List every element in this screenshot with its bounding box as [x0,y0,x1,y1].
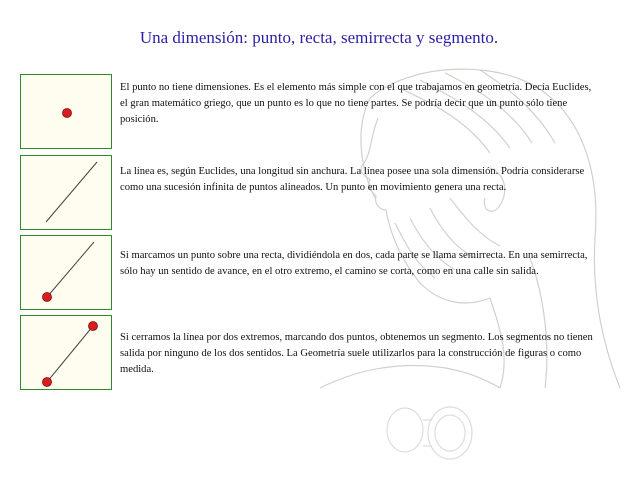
ray-description: Si marcamos un punto sobre una recta, dividiéndola en dos, cada parte se llama semirrecta. En una semirrecta, sólo hay un sentido de avance, en el otro extremo, el camino se corta, como en una calle sin salida. [120,250,588,277]
point-diagram [21,75,111,148]
segment-diagram [21,316,111,389]
figure-panel-line [20,155,112,230]
segment-endpoint-upper [89,322,98,331]
ray-diagram [21,236,111,309]
figure-panel-ray [20,235,112,310]
line-stroke [46,162,97,222]
point-marker [63,109,72,118]
figure-panel-segment [20,315,112,390]
segment-endpoint-lower [43,378,52,387]
point-description: El punto no tiene dimensiones. Es el elemento más simple con el que trabajamos en geometría. Decía Euclides, el gran matemático griego, que un punto es lo que no tiene partes. Se podría decir que un punto sólo tiene posición. [120,82,592,125]
ray-stroke [47,242,94,297]
segment-stroke [47,326,93,382]
line-diagram [21,156,111,229]
slide-title: Una dimensión: punto, recta, semirrecta y segmento. [139,28,499,47]
segment-description: Si cerramos la línea por dos extremos, marcando dos puntos, obtenemos un segmento. Los segmentos no tienen salida por ninguno de los dos sentidos. La Geometría suele utilizarlos para la construcción de figuras o como medida. [120,332,593,375]
ray-origin-point [43,293,52,302]
line-description: La línea es, según Euclides, una longitud sin anchura. La línea posee una sola dimensión. Podría considerarse como una sucesión infinita de puntos alineados. Un punto en movimiento genera una recta. [120,166,585,193]
figure-panel-point [20,74,112,149]
